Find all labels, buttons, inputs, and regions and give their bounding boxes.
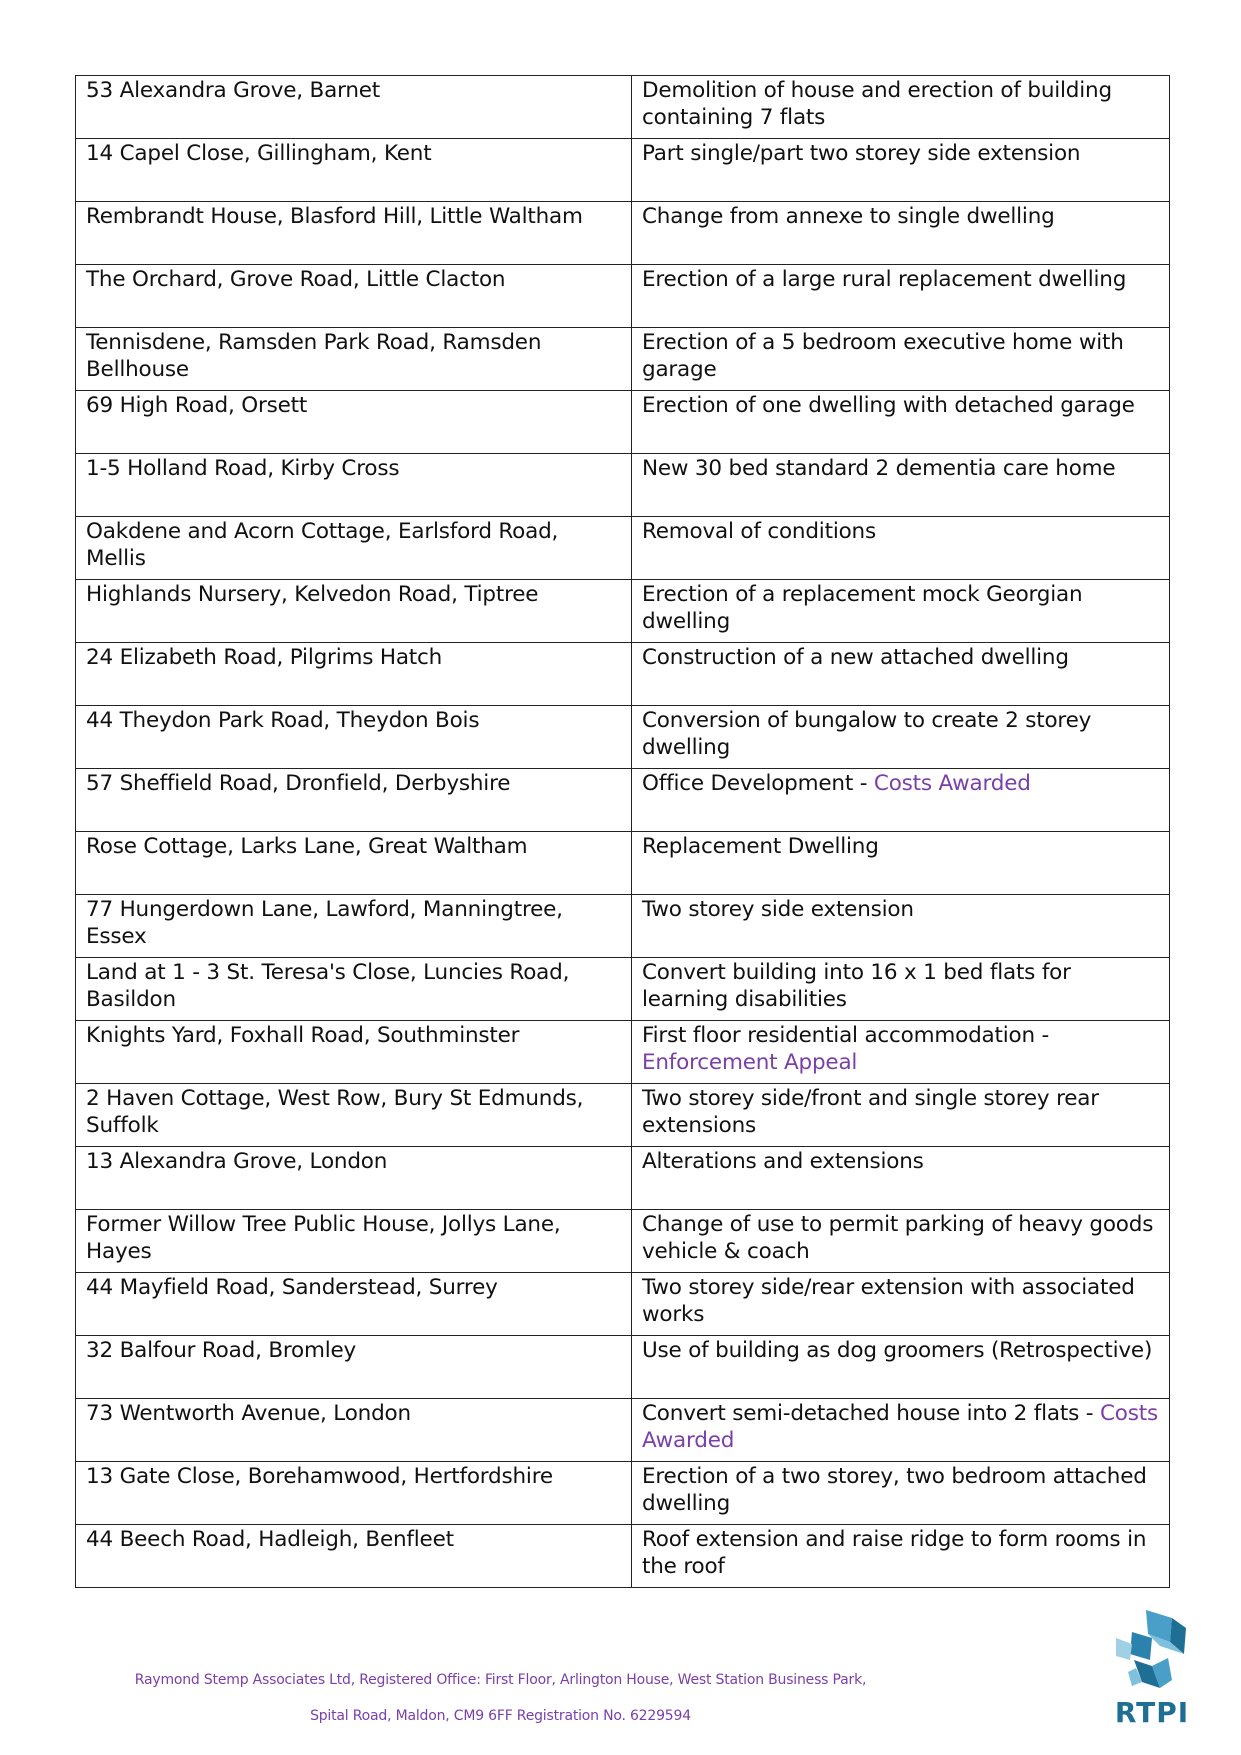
address-text: The Orchard, Grove Road, Little Clacton <box>86 267 506 292</box>
table-row <box>76 202 1170 265</box>
description-cell <box>632 454 1170 517</box>
address-text: Knights Yard, Foxhall Road, Southminster <box>86 1023 520 1048</box>
address-text: 13 Alexandra Grove, London <box>86 1149 388 1174</box>
outcome-note: Costs Awarded <box>873 771 1031 796</box>
table-row <box>76 1462 1170 1525</box>
address-cell <box>76 328 632 391</box>
table-row <box>76 1021 1170 1084</box>
address-text: 14 Capel Close, Gillingham, Kent <box>86 141 432 166</box>
description-text: Alterations and extensions <box>642 1149 924 1174</box>
address-text: Land at 1 - 3 St. Teresa's Close, Luncies Road, Basildon <box>86 960 570 1012</box>
address-cell <box>76 1021 632 1084</box>
address-text: Oakdene and Acorn Cottage, Earlsford Road, Mellis <box>86 519 559 571</box>
address-cell <box>76 391 632 454</box>
description-text: Demolition of house and erection of building containing 7 flats <box>642 78 1112 130</box>
outcome-note: Costs Awarded <box>642 1401 1158 1453</box>
description-wrap <box>642 769 1159 797</box>
table-row <box>76 832 1170 895</box>
address-text: 73 Wentworth Avenue, London <box>86 1401 411 1426</box>
table-row <box>76 1525 1170 1588</box>
description-wrap <box>642 265 1159 293</box>
description-text: Erection of a 5 bedroom executive home with garage <box>642 330 1124 382</box>
address-text: 77 Hungerdown Lane, Lawford, Manningtree, Essex <box>86 897 563 949</box>
description-cell <box>632 328 1170 391</box>
description-wrap <box>642 895 1159 923</box>
description-cell <box>632 706 1170 769</box>
description-text: Erection of one dwelling with detached garage <box>642 393 1135 418</box>
table-row <box>76 958 1170 1021</box>
table-row <box>76 1147 1170 1210</box>
description-cell <box>632 391 1170 454</box>
description-wrap <box>642 391 1159 419</box>
address-cell <box>76 1084 632 1147</box>
description-text: Roof extension and raise ridge to form rooms in the roof <box>642 1527 1147 1579</box>
table-row <box>76 1273 1170 1336</box>
description-cell <box>632 1525 1170 1588</box>
description-cell <box>632 1273 1170 1336</box>
description-wrap <box>642 76 1159 131</box>
description-wrap <box>642 454 1159 482</box>
description-text: Convert building into 16 x 1 bed flats for learning disabilities <box>642 960 1071 1012</box>
address-cell <box>76 139 632 202</box>
description-wrap <box>642 517 1159 545</box>
description-cell <box>632 580 1170 643</box>
description-cell <box>632 1147 1170 1210</box>
address-cell <box>76 1273 632 1336</box>
table-row <box>76 391 1170 454</box>
description-wrap <box>642 1525 1159 1580</box>
description-cell <box>632 139 1170 202</box>
address-text: Rembrandt House, Blasford Hill, Little Waltham <box>86 204 583 229</box>
table-row <box>76 706 1170 769</box>
table-row <box>76 1210 1170 1273</box>
description-wrap <box>642 328 1159 383</box>
address-cell <box>76 580 632 643</box>
description-wrap <box>642 1336 1159 1364</box>
address-cell <box>76 76 632 139</box>
address-cell <box>76 958 632 1021</box>
table-row <box>76 769 1170 832</box>
address-cell <box>76 832 632 895</box>
description-wrap <box>642 1273 1159 1328</box>
rtpi-logo <box>1112 1608 1192 1748</box>
description-text: Two storey side extension <box>642 897 914 922</box>
address-text: Rose Cottage, Larks Lane, Great Waltham <box>86 834 528 859</box>
description-cell <box>632 517 1170 580</box>
description-cell <box>632 769 1170 832</box>
outcome-note: Enforcement Appeal <box>642 1050 858 1075</box>
address-text: Highlands Nursery, Kelvedon Road, Tiptree <box>86 582 539 607</box>
address-text: 44 Beech Road, Hadleigh, Benfleet <box>86 1527 454 1552</box>
description-text: Erection of a large rural replacement dwelling <box>642 267 1127 292</box>
address-cell <box>76 706 632 769</box>
address-text: 69 High Road, Orsett <box>86 393 308 418</box>
address-cell <box>76 1210 632 1273</box>
description-wrap <box>642 580 1159 635</box>
table-row <box>76 1336 1170 1399</box>
description-text: Use of building as dog groomers (Retrospective) <box>642 1338 1153 1363</box>
table-row <box>76 1399 1170 1462</box>
table-row <box>76 76 1170 139</box>
address-text: 2 Haven Cottage, West Row, Bury St Edmunds, Suffolk <box>86 1086 584 1138</box>
table-row <box>76 139 1170 202</box>
address-cell <box>76 643 632 706</box>
description-cell <box>632 76 1170 139</box>
address-cell <box>76 454 632 517</box>
address-text: 32 Balfour Road, Bromley <box>86 1338 357 1363</box>
description-wrap <box>642 1399 1159 1454</box>
address-cell <box>76 1147 632 1210</box>
address-text: 53 Alexandra Grove, Barnet <box>86 78 381 103</box>
address-text: 57 Sheffield Road, Dronfield, Derbyshire <box>86 771 511 796</box>
address-text: 24 Elizabeth Road, Pilgrims Hatch <box>86 645 443 670</box>
appeals-table <box>75 75 1170 1588</box>
table-row <box>76 895 1170 958</box>
description-wrap <box>642 643 1159 671</box>
address-cell <box>76 202 632 265</box>
description-text: Two storey side/rear extension with associated works <box>642 1275 1135 1327</box>
description-cell <box>632 202 1170 265</box>
description-text: Change of use to permit parking of heavy goods vehicle & coach <box>642 1212 1154 1264</box>
description-wrap <box>642 1210 1159 1265</box>
description-text: Erection of a two storey, two bedroom attached dwelling <box>642 1464 1147 1516</box>
address-cell <box>76 517 632 580</box>
description-text: First floor residential accommodation - <box>642 1023 1050 1048</box>
address-cell <box>76 1462 632 1525</box>
description-wrap <box>642 1021 1159 1076</box>
address-cell <box>76 265 632 328</box>
footer-registration: Spital Road, Maldon, CM9 6FF Registration No. 6229594 <box>310 1708 691 1724</box>
description-text: Part single/part two storey side extension <box>642 141 1081 166</box>
table-row <box>76 580 1170 643</box>
description-cell <box>632 1084 1170 1147</box>
address-text: Tennisdene, Ramsden Park Road, Ramsden Bellhouse <box>86 330 542 382</box>
table-row <box>76 1084 1170 1147</box>
address-text: 1-5 Holland Road, Kirby Cross <box>86 456 400 481</box>
description-wrap <box>642 832 1159 860</box>
description-wrap <box>642 706 1159 761</box>
description-text: Removal of conditions <box>642 519 876 544</box>
description-cell <box>632 895 1170 958</box>
table-row <box>76 517 1170 580</box>
description-wrap <box>642 139 1159 167</box>
address-text: 13 Gate Close, Borehamwood, Hertfordshire <box>86 1464 553 1489</box>
description-wrap <box>642 1084 1159 1139</box>
description-text: Erection of a replacement mock Georgian dwelling <box>642 582 1083 634</box>
rtpi-logo-icon <box>1112 1608 1192 1698</box>
description-text: Convert semi-detached house into 2 flats - <box>642 1401 1100 1426</box>
table-row <box>76 643 1170 706</box>
table-row <box>76 454 1170 517</box>
address-cell <box>76 1399 632 1462</box>
description-cell <box>632 1336 1170 1399</box>
description-text: Conversion of bungalow to create 2 storey dwelling <box>642 708 1092 760</box>
description-cell <box>632 958 1170 1021</box>
description-wrap <box>642 1147 1159 1175</box>
description-cell <box>632 1399 1170 1462</box>
description-text: Two storey side/front and single storey rear extensions <box>642 1086 1099 1138</box>
description-cell <box>632 265 1170 328</box>
address-cell <box>76 1336 632 1399</box>
address-cell <box>76 895 632 958</box>
address-text: 44 Theydon Park Road, Theydon Bois <box>86 708 480 733</box>
appeals-table-body <box>76 76 1170 1588</box>
description-cell <box>632 643 1170 706</box>
footer-registered-office: Raymond Stemp Associates Ltd, Registered Office: First Floor, Arlington House, West Station Business Park, <box>134 1672 867 1688</box>
address-cell <box>76 769 632 832</box>
description-cell <box>632 832 1170 895</box>
table-row <box>76 265 1170 328</box>
description-text: Change from annexe to single dwelling <box>642 204 1055 229</box>
address-text: 44 Mayfield Road, Sanderstead, Surrey <box>86 1275 498 1300</box>
description-cell <box>632 1210 1170 1273</box>
description-text: Replacement Dwelling <box>642 834 879 859</box>
description-cell <box>632 1021 1170 1084</box>
description-wrap <box>642 958 1159 1013</box>
description-text: New 30 bed standard 2 dementia care home <box>642 456 1116 481</box>
description-cell <box>632 1462 1170 1525</box>
description-wrap <box>642 1462 1159 1517</box>
table-row <box>76 328 1170 391</box>
description-text: Office Development - <box>642 771 874 796</box>
address-cell <box>76 1525 632 1588</box>
address-text: Former Willow Tree Public House, Jollys Lane, Hayes <box>86 1212 561 1264</box>
description-wrap <box>642 202 1159 230</box>
description-text: Construction of a new attached dwelling <box>642 645 1069 670</box>
rtpi-logo-text: RTPI <box>1114 1696 1190 1729</box>
